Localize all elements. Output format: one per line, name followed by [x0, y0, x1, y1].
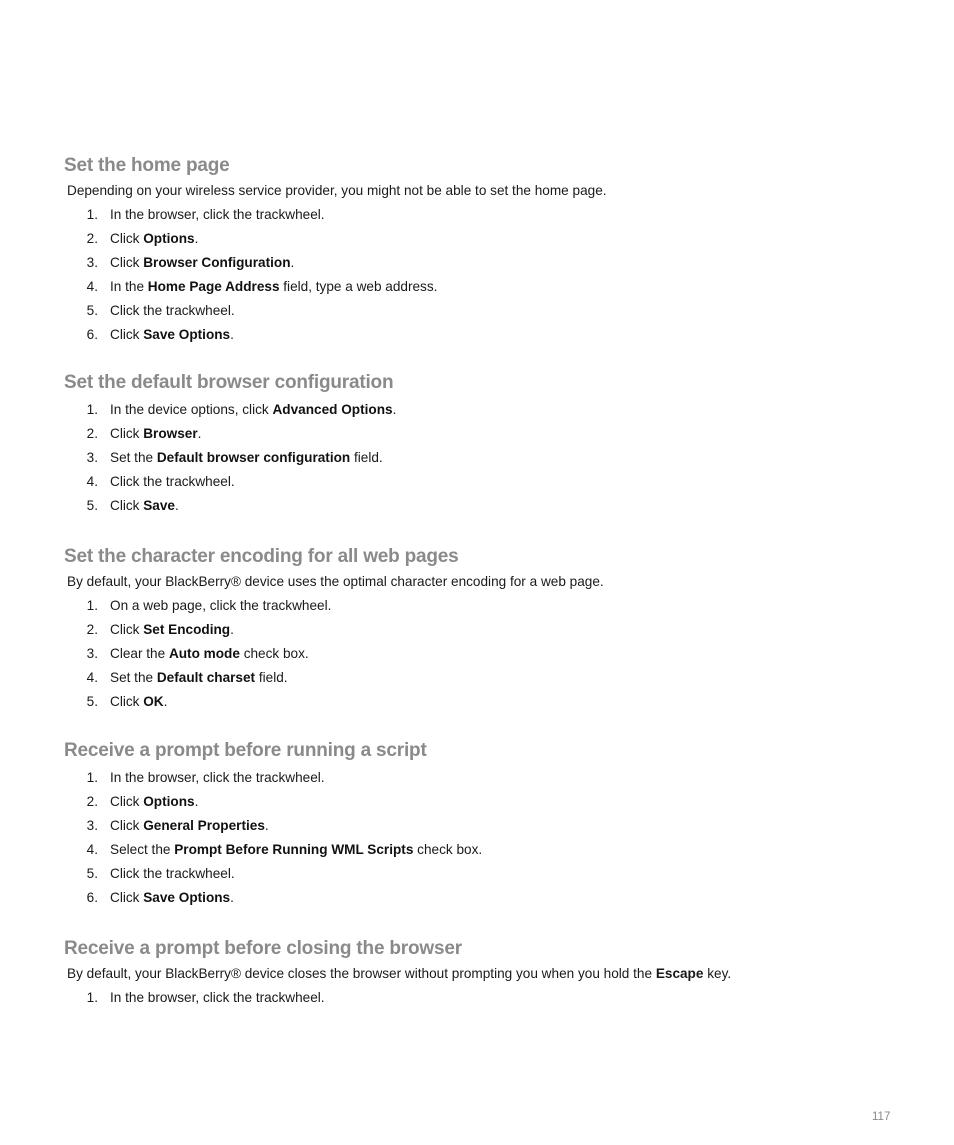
list-item: [0, 402, 954, 422]
section-heading: Receive a prompt before running a script: [64, 740, 427, 761]
step-text: Click: [110, 621, 144, 637]
step-number: 6.: [86, 326, 98, 342]
step-text: .: [392, 402, 397, 417]
step-text: Clear the: [110, 645, 169, 661]
step-text: Set the: [110, 669, 157, 685]
step-text: Set the: [110, 449, 157, 465]
step-text: Select the: [110, 841, 175, 857]
step-content: [110, 231, 198, 246]
step-number: 6.: [86, 889, 98, 905]
ui-term: Save: [143, 497, 175, 513]
step-content: [110, 498, 179, 513]
ui-term: Browser: [143, 425, 198, 441]
list-item: [0, 598, 954, 618]
step-content: [110, 303, 235, 318]
step-text: In the: [110, 278, 148, 294]
list-item: [0, 279, 954, 299]
step-text: .: [194, 230, 199, 246]
list-item: [0, 866, 954, 886]
step-number: 1.: [86, 770, 98, 785]
step-number: 3.: [86, 254, 98, 270]
step-number: 5.: [86, 865, 98, 881]
step-content: [110, 670, 288, 685]
list-item: [0, 426, 954, 446]
step-number: 2.: [86, 621, 98, 637]
step-number: 4.: [86, 841, 98, 857]
list-item: [0, 231, 954, 251]
step-content: [110, 450, 383, 465]
step-number: 2.: [86, 793, 98, 809]
step-text: In the browser, click the trackwheel.: [110, 770, 325, 785]
step-text: .: [163, 693, 168, 709]
step-text: .: [197, 425, 202, 441]
step-text: .: [230, 621, 234, 637]
list-item: [0, 990, 954, 1010]
step-number: 5.: [86, 302, 98, 318]
list-item: [0, 622, 954, 642]
step-content: [110, 279, 437, 294]
ui-term: General Properties: [143, 817, 265, 833]
step-content: [110, 207, 325, 222]
step-text: Click: [110, 326, 144, 342]
step-number: 5.: [86, 497, 98, 513]
step-text: By default, your BlackBerry® device closes the browser without prompting you when you hold the: [67, 966, 656, 981]
ui-term: Advanced Options: [272, 402, 393, 417]
ui-term: Home Page Address: [147, 278, 280, 294]
step-number: 1.: [86, 402, 98, 417]
step-text: key.: [703, 966, 732, 981]
step-text: .: [264, 817, 269, 833]
step-text: Click: [110, 817, 144, 833]
section-heading: Set the character encoding for all web pages: [64, 546, 459, 567]
step-text: field, type a web address.: [279, 278, 438, 294]
ui-term: Browser Configuration: [143, 254, 291, 270]
list-item: [0, 498, 954, 518]
ui-term: Default browser configuration: [156, 449, 351, 465]
step-content: [110, 474, 235, 489]
ui-term: Prompt Before Running WML Scripts: [174, 841, 414, 857]
step-content: [110, 818, 269, 833]
list-item: [0, 303, 954, 323]
step-number: 3.: [86, 645, 98, 661]
step-text: Click the trackwheel.: [110, 865, 235, 881]
step-text: .: [230, 326, 234, 342]
step-text: Click: [110, 793, 144, 809]
step-content: [110, 842, 482, 857]
step-text: In the browser, click the trackwheel.: [110, 207, 325, 222]
step-number: 4.: [86, 473, 98, 489]
section-intro: Depending on your wireless service provider, you might not be able to set the home page.: [67, 183, 607, 198]
ui-term: Save Options: [143, 889, 231, 905]
section-heading: Receive a prompt before closing the browser: [64, 938, 462, 959]
step-content: [110, 890, 234, 905]
ui-term: OK: [143, 693, 164, 709]
step-text: Click: [110, 230, 144, 246]
step-number: 1.: [86, 207, 98, 222]
step-content: [110, 426, 201, 441]
step-text: check box.: [413, 841, 483, 857]
step-text: .: [230, 889, 234, 905]
list-item: [0, 327, 954, 347]
step-text: Click: [110, 425, 144, 441]
step-number: 4.: [86, 278, 98, 294]
step-text: .: [174, 497, 179, 513]
step-number: 4.: [86, 669, 98, 685]
ui-term: Save Options: [143, 326, 231, 342]
list-item: [0, 794, 954, 814]
step-text: .: [290, 254, 295, 270]
list-item: [0, 474, 954, 494]
list-item: [0, 670, 954, 690]
step-content: [110, 770, 325, 785]
section-intro: [67, 966, 731, 981]
step-text: field.: [255, 669, 288, 685]
section-heading: Set the home page: [64, 155, 230, 176]
list-item: [0, 770, 954, 790]
section-intro: By default, your BlackBerry® device uses the optimal character encoding for a web page.: [67, 574, 604, 589]
ui-term: Escape: [655, 966, 704, 981]
list-item: [0, 207, 954, 227]
ui-term: Options: [143, 793, 195, 809]
list-item: [0, 646, 954, 666]
list-item: [0, 450, 954, 470]
step-text: Click the trackwheel.: [110, 302, 235, 318]
step-text: Click the trackwheel.: [110, 473, 235, 489]
step-text: On a web page, click the trackwheel.: [110, 598, 332, 613]
step-content: [110, 990, 325, 1005]
step-text: field.: [350, 449, 383, 465]
step-text: Click: [110, 254, 144, 270]
step-number: 3.: [86, 817, 98, 833]
ui-term: Set Encoding: [143, 621, 231, 637]
list-item: [0, 842, 954, 862]
list-item: [0, 255, 954, 275]
step-text: Click: [110, 497, 144, 513]
step-number: 1.: [86, 598, 98, 613]
step-content: [110, 866, 235, 881]
step-number: 3.: [86, 449, 98, 465]
step-content: [110, 694, 167, 709]
step-content: [110, 794, 198, 809]
step-number: 1.: [86, 990, 98, 1005]
list-item: [0, 890, 954, 910]
step-content: [110, 402, 396, 417]
step-content: [110, 598, 331, 613]
step-content: [110, 646, 309, 661]
page-number: 117: [872, 1111, 891, 1123]
section-heading: Set the default browser configuration: [64, 372, 394, 393]
step-number: 5.: [86, 693, 98, 709]
step-text: Click: [110, 889, 144, 905]
ui-term: Options: [143, 230, 195, 246]
step-text: Click: [110, 693, 144, 709]
ui-term: Auto mode: [168, 645, 240, 661]
ui-term: Default charset: [156, 669, 256, 685]
step-text: .: [194, 793, 199, 809]
list-item: [0, 818, 954, 838]
list-item: [0, 694, 954, 714]
step-content: [110, 255, 294, 270]
step-number: 2.: [86, 230, 98, 246]
step-content: [110, 327, 234, 342]
step-text: In the browser, click the trackwheel.: [110, 990, 325, 1005]
step-text: In the device options, click: [110, 402, 273, 417]
step-text: check box.: [239, 645, 309, 661]
step-content: [110, 622, 234, 637]
step-number: 2.: [86, 425, 98, 441]
